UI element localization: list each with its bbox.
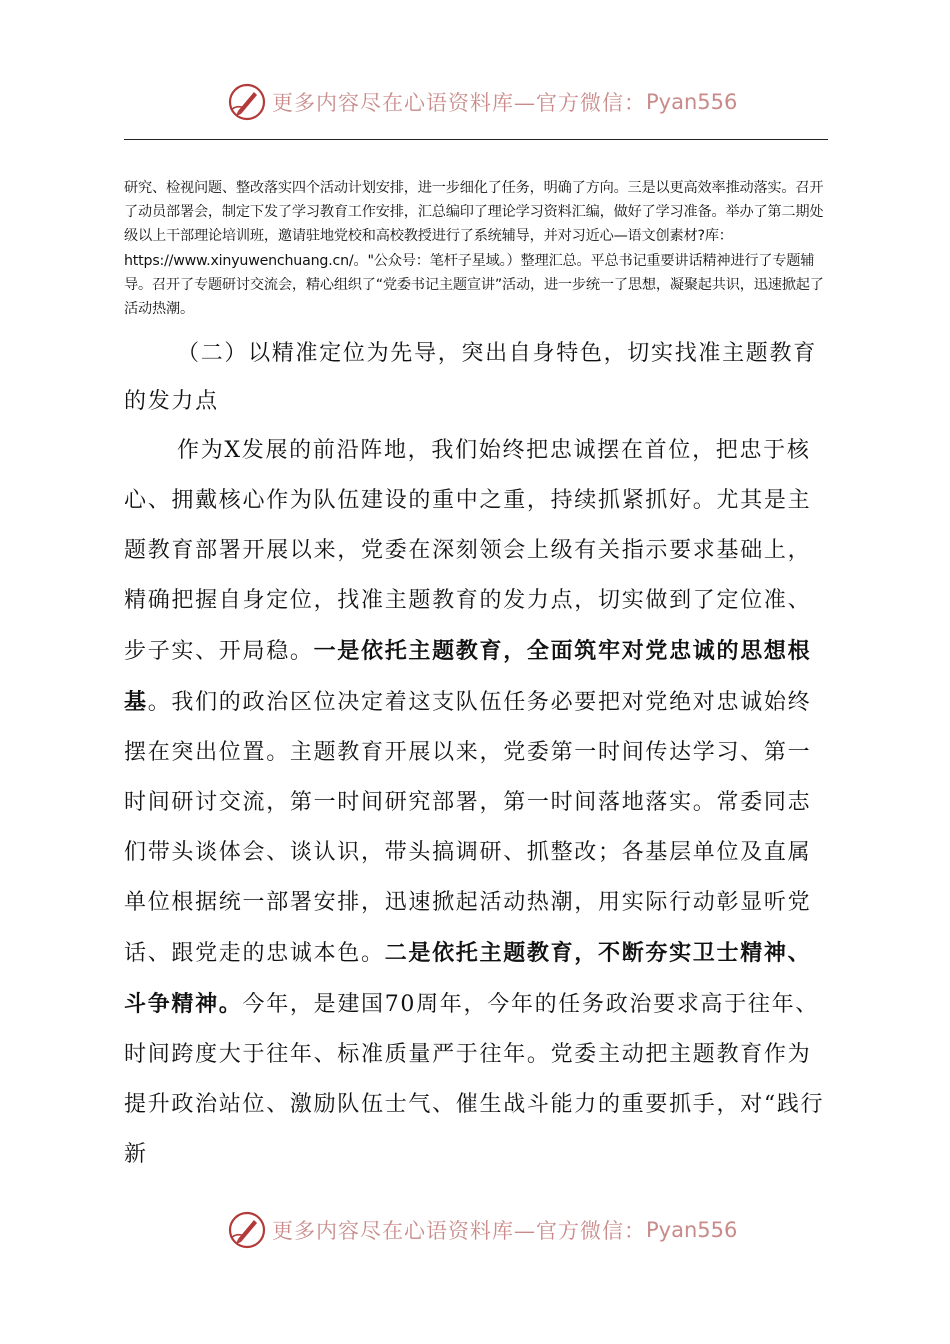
body-text-2: 。我们的政治区位决定着这支队伍任务必要把对党绝对忠诚始终摆在突出位置。主题教育开展以来，党委第一时间传达学习、第一时间研讨交流，第一时间研究部署，第一时间落地落实。常委同志们带头谈体会、谈认识，带头搞调研、抓整改；各基层单位及直属单位根据统一部署安排，迅速掀起活动热潮，用实际行动彰显听党话、跟党走的忠诚本色。 [124, 690, 812, 966]
banner-text: 更多内容尽在心语资料库—官方微信： [272, 91, 646, 115]
banner-wechat-id: Pyan556 [646, 90, 738, 114]
intro-paragraph: 研究、检视问题、整改落实四个活动计划安排，进一步细化了任务，明确了方向。三是以更高效率推动落实。召开了动员部署会，制定下发了学习教育工作安排，汇总编印了理论学习资料汇编，做好了学习准备。举办了第二期处级以上干部理论培训班，邀请驻地党校和高校教授进行了系统辅导，并对习近心—语文创素材?库：https://www.xinyuwenchuang.cn/。"公众号：笔杆子星域。）整理汇总。平总书记重要讲话精神进行了专题辅导。召开了专题研讨交流会，精心组织了“党委书记主题宣讲”活动，进一步统一了思想，凝聚起共识，迅速掀起了活动热潮。 [124, 180, 824, 318]
body-paragraph [124, 426, 828, 1180]
pen-logo-icon [226, 81, 268, 123]
header-banner [226, 78, 737, 126]
banner-text: 更多内容尽在心语资料库—官方微信： [272, 1219, 646, 1243]
footer-banner [226, 1206, 737, 1254]
header-divider [124, 139, 828, 140]
body-text-1: 作为X发展的前沿阵地，我们始终把忠诚摆在首位，把忠于核心、拥戴核心作为队伍建设的重中之重，持续抓紧抓好。尤其是主题教育部署开展以来，党委在深刻领会上级有关指示要求基础上，精确把握自身定位，找准主题教育的发力点，切实做到了定位准、步子实、开局稳。 [124, 438, 812, 664]
pen-logo-icon [226, 1209, 268, 1251]
section-heading: （二）以精准定位为先导，突出自身特色，切实找准主题教育的发力点 [124, 341, 817, 414]
bold-point-2: 二是依托主题教育，不断夯实卫士精神、斗争精神。 [124, 940, 812, 1017]
bold-point-1: 一是依托主题教育，全面筑牢对党忠诚的思想根基 [124, 638, 812, 715]
banner-wechat-id: Pyan556 [646, 1218, 738, 1242]
body-text-3: 今年，是建国70周年，今年的任务政治要求高于往年、时间跨度大于往年、标准质量严于往年。党委主动把主题教育作为提升政治站位、激励队伍士气、催生战斗能力的重要抓手，对“践行新 [124, 992, 825, 1167]
